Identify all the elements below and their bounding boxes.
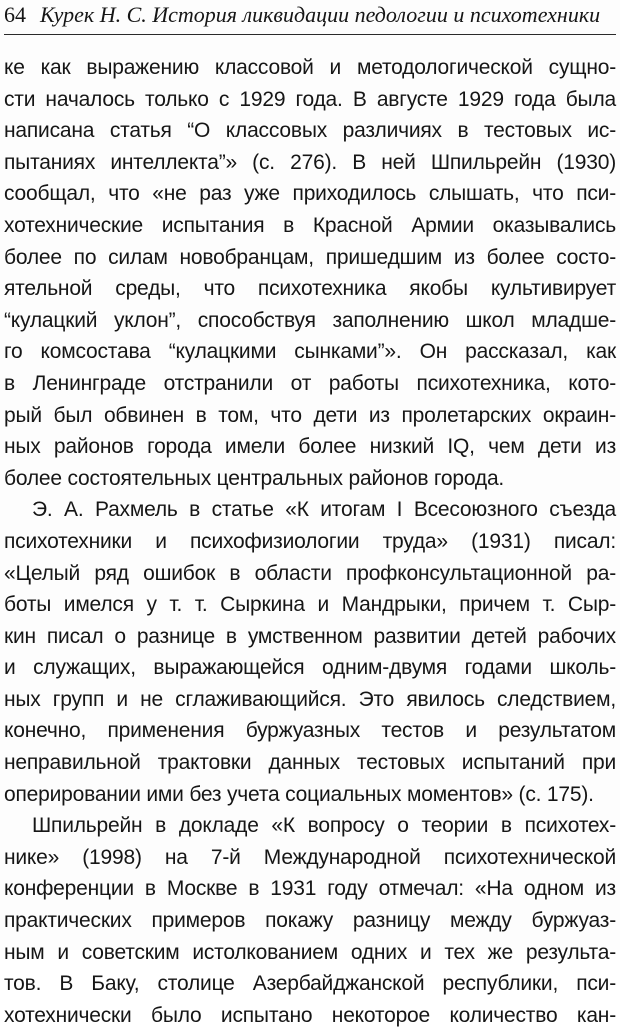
text-line: тов. В Баку, столице Азербайджанской республики, пси- [4,972,616,996]
text-line: “кулацкий уклон”, способствуя заполнению школ младше- [4,308,616,332]
text-line: боты имелся у т. т. Сыркина и Мандрыки, причем т. Сыр- [4,593,616,617]
text-line: «Целый ряд ошибок в области профконсультационной ра- [4,561,616,585]
text-line: нике» (1998) на 7-й Международной психотехнической [4,845,616,869]
text-line: хотехнические испытания в Красной Армии оказывались [4,213,616,237]
page-number: 64 [4,2,26,27]
running-title: Курек Н. С. История ликвидации педологии и психотехники [40,2,601,27]
text-line: пытаниях интеллекта”» (с. 276). В ней Шпильрейн (1930) [4,150,616,174]
text-line: го комсостава “кулацкими сынками”». Он рассказал, как [4,340,616,364]
text-line: практических примеров покажу разницу между буржуаз- [4,909,616,933]
body-text [4,52,616,1031]
text-line: ных групп и не сглаживающийся. Это явилось следствием, [4,687,616,711]
text-line: Шпильрейн в докладе «К вопросу о теории в психотех- [32,814,616,838]
text-line: конечно, применения буржуазных тестов и результатом [4,719,616,743]
text-line: конференции в Москве в 1931 году отмечал: «На одном из [4,877,616,901]
text-line: более по силам новобранцам, пришедшим из более состо- [4,245,616,269]
running-header [4,0,616,35]
text-line: психотехники и психофизиологии труда» (1931) писал: [4,529,616,553]
text-line: Э. А. Рахмель в статье «К итогам I Всесоюзного съезда [32,498,616,522]
text-line: более состоятельных центральных районов города. [4,466,505,490]
text-line: рый был обвинен в том, что дети из пролетарских окраин- [4,403,616,427]
text-line: ятельной среды, что психотехника якобы культивирует [4,277,616,301]
text-line: ных районов города имели более низкий IQ, чем дети из [4,435,616,459]
text-line: в Ленинграде отстранили от работы психотехника, кото- [4,371,616,395]
text-line: оперировании ими без учета социальных моментов» (с. 175). [4,782,594,806]
text-line: сообщал, что «не раз уже приходилось слышать, что пси- [4,182,616,206]
text-line: кин писал о разнице в умственном развитии детей рабочих [4,624,616,648]
text-line: и служащих, выражающейся одним-двумя годами школь- [4,656,616,680]
text-line: неправильной трактовки данных тестовых испытаний при [4,751,616,775]
text-line: написана статья “О классовых различиях в тестовых ис- [4,119,616,143]
text-line: ным и советским истолкованием одних и тех же результа- [4,940,616,964]
text-line: хотехнически было испытано некоторое количество кан- [4,1003,616,1027]
text-line: сти началось только с 1929 года. В августе 1929 года была [4,87,616,111]
text-line: ке как выражению классовой и методологической сущно- [4,56,616,79]
